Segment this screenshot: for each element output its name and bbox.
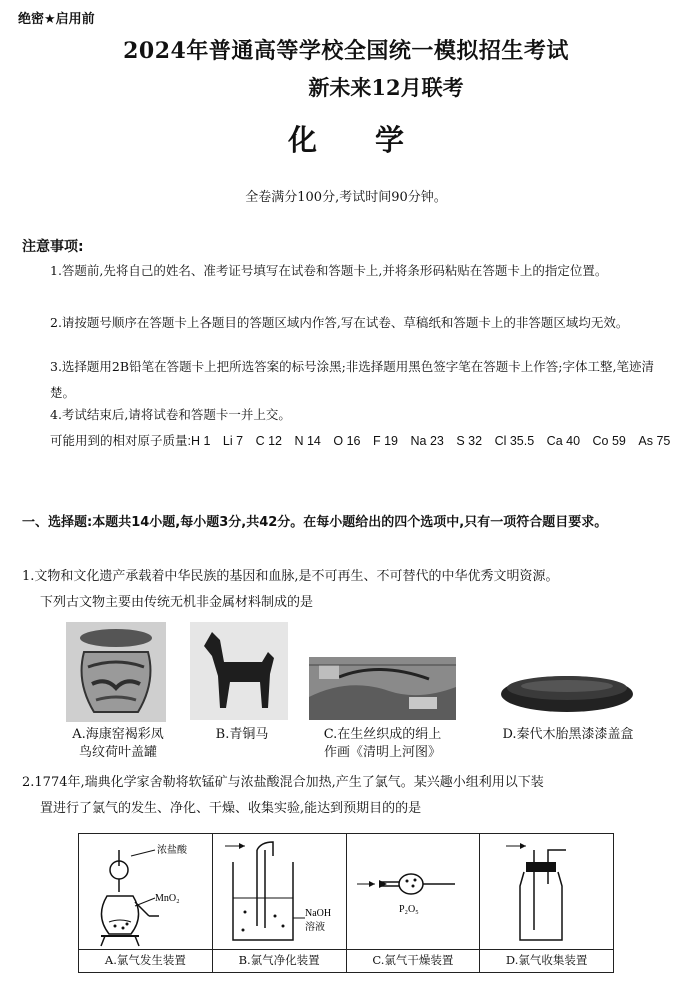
label-mno2: MnO₂ bbox=[155, 893, 180, 904]
exam-title: 2024年普通高等学校全国统一模拟招生考试 bbox=[123, 38, 569, 64]
purification-apparatus-diagram bbox=[213, 836, 345, 948]
label-solution: 溶液 bbox=[304, 922, 325, 933]
subject-title: 化 学 bbox=[287, 123, 404, 157]
notes-heading: 注意事项: bbox=[22, 239, 84, 255]
lacquer-box-image bbox=[497, 668, 637, 716]
question-1-line-2: 下列古文物主要由传统无机非金属材料制成的是 bbox=[40, 595, 314, 610]
label-naoh: NaOH bbox=[304, 908, 331, 919]
confidential-mark: 绝密★启用前 bbox=[18, 12, 95, 27]
apparatus-label-c: C.氯气干燥装置 bbox=[372, 953, 454, 967]
question-1-line-1: 1.文物和文化遗产承载着中华民族的基因和血脉,是不可再生、不可替代的中华优秀文明资源。 bbox=[22, 569, 559, 584]
apparatus-label-a: A.氯气发生装置 bbox=[104, 953, 186, 967]
apparatus-label-d: D.氯气收集装置 bbox=[505, 953, 588, 967]
question-2-line-1: 2.1774年,瑞典化学家舍勒将软锰矿与浓盐酸混合加热,产生了氯气。某兴趣小组利用以下装 bbox=[22, 775, 544, 790]
generator-apparatus-diagram bbox=[79, 836, 211, 948]
option-d-caption: D.秦代木胎黑漆漆盖盒 bbox=[502, 727, 634, 742]
collection-apparatus-diagram bbox=[480, 836, 612, 948]
apparatus-cell-d bbox=[480, 834, 613, 972]
label-p2o5: P₂O₅ bbox=[398, 904, 419, 915]
question-1-stem bbox=[22, 564, 677, 616]
cell-divider bbox=[347, 949, 480, 950]
apparatus-cell-b bbox=[213, 834, 347, 972]
question-2-line-2: 置进行了氯气的发生、净化、干燥、收集实验,能达到预期目的的是 bbox=[40, 801, 422, 816]
option-a-caption: A.海康窑褐彩凤 鸟纹荷叶盖罐 bbox=[72, 727, 164, 760]
score-info: 全卷满分100分,考试时间90分钟。 bbox=[245, 190, 447, 205]
note-item-1: 1.答题前,先将自己的姓名、准考证号填写在试卷和答题卡上,并将条形码粘贴在答题卡上的指定位置。 bbox=[50, 263, 608, 278]
porcelain-jar-image bbox=[66, 622, 166, 722]
bronze-horse-image bbox=[190, 622, 288, 720]
cell-divider bbox=[79, 949, 212, 950]
exam-subtitle: 新未来12月联考 bbox=[308, 75, 464, 100]
apparatus-table bbox=[78, 833, 614, 973]
question-2-stem bbox=[22, 770, 677, 822]
apparatus-label-b: B.氯气净化装置 bbox=[238, 953, 320, 967]
note-item-2: 2.请按题号顺序在答题卡上各题目的答题区域内作答,写在试卷、草稿纸和答题卡上的非答题区域均无效。 bbox=[50, 315, 629, 330]
painting-scroll-image bbox=[309, 657, 456, 720]
cell-divider bbox=[480, 949, 613, 950]
cell-divider bbox=[213, 949, 346, 950]
section-heading: 一、选择题:本题共14小题,每小题3分,共42分。在每小题给出的四个选项中,只有一项符合题目要求。 bbox=[22, 515, 608, 530]
atomic-masses: 可能用到的相对原子质量:H 1 Li 7 C 12 N 14 O 16 F 19 Na 23 S 32 Cl 35.5 Ca 40 Co 59 As 75 bbox=[50, 434, 671, 448]
label-conc-hcl: 浓盐酸 bbox=[157, 845, 187, 856]
option-c-caption: C.在生丝织成的绢上 作画《清明上河图》 bbox=[323, 727, 442, 760]
apparatus-cell-c bbox=[347, 834, 481, 972]
apparatus-cell-a bbox=[79, 834, 213, 972]
note-item-4: 4.考试结束后,请将试卷和答题卡一并上交。 bbox=[50, 407, 291, 422]
drying-apparatus-diagram bbox=[347, 836, 479, 948]
note-item-3: 3.选择题用2B铅笔在答题卡上把所选答案的标号涂黑;非选择题用黑色签字笔在答题卡上作答;字体工整,笔迹清楚。 bbox=[50, 359, 654, 400]
option-b-caption: B.青铜马 bbox=[215, 727, 269, 742]
